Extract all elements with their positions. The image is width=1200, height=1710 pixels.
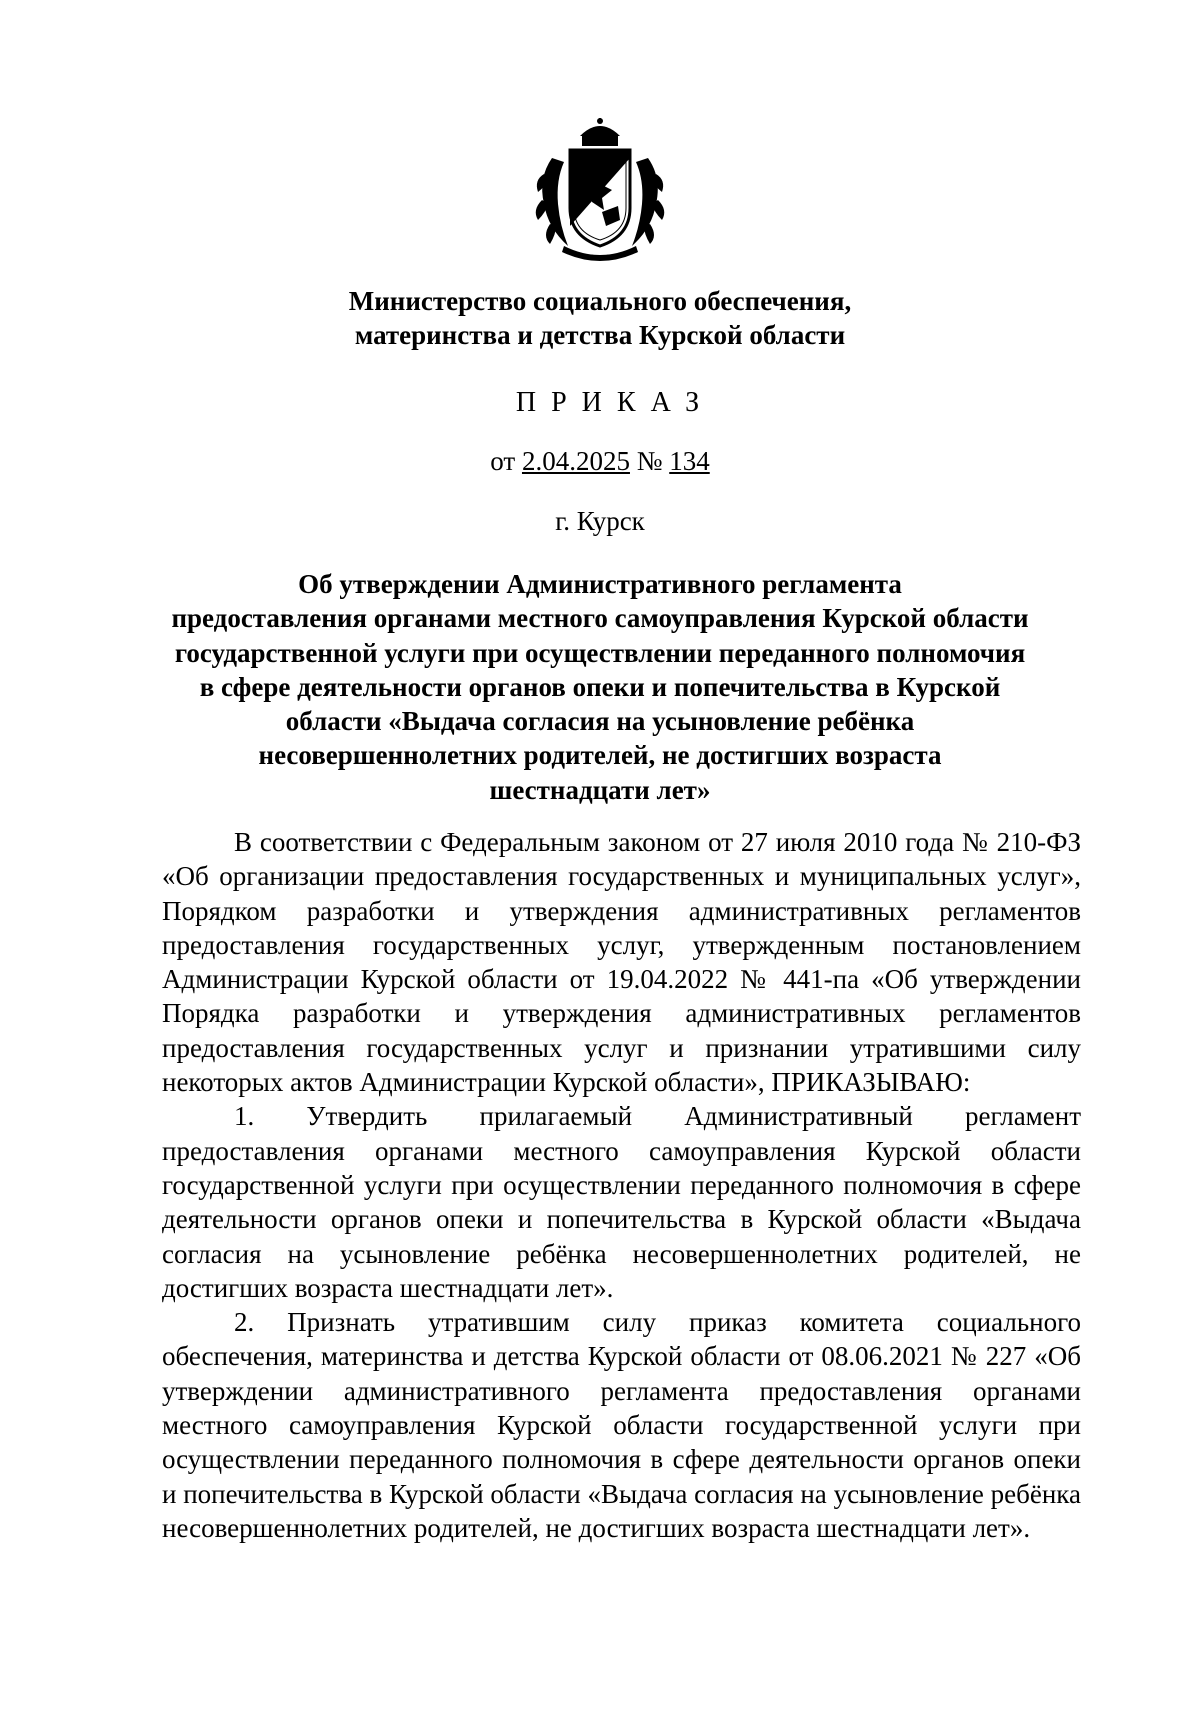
- order-date: 2.04.2025: [521, 446, 630, 476]
- coat-of-arms-icon: [530, 118, 670, 268]
- subject-line: Об утверждении Административного регламента: [298, 569, 902, 599]
- ministry-name: [200, 284, 1000, 352]
- subject-line: несовершеннолетних родителей, не достигших возраста: [258, 740, 942, 771]
- order-title: ПРИКАЗ: [515, 387, 715, 418]
- order-item-2: 2. Признать утратившим силу приказ комитета социального обеспечения, материнства и детства Курской области от 08.06.2021 № 227 «Об утверждении административного регламента предоставления органами местного самоуправления Курской области государственной услуги при осуществлении переданного полномочия в сфере деятельности органов опеки и попечительства в Курской области «Выдача согласия на усыновление ребёнка несовершеннолетних родителей, не достигших возраста шестнадцати лет».: [162, 1307, 1081, 1543]
- order-number: 134: [669, 446, 710, 476]
- order-date-number: [200, 444, 1000, 478]
- ministry-name-line-1: Министерство социального обеспечения,: [348, 286, 852, 316]
- subject-line: предоставления органами местного самоуправления Курской области: [171, 603, 1029, 634]
- ministry-name-line-2: материнства и детства Курской области: [354, 320, 846, 350]
- order-date-prefix: от: [490, 446, 522, 476]
- subject-line: области «Выдача согласия на усыновление ребёнка: [285, 706, 915, 737]
- preamble-paragraph: В соответствии с Федеральным законом от 27 июля 2010 года № 210-ФЗ «Об организации предоставления государственных и муниципальных услуг», Порядком разработки и утверждения административных регламентов предоставления государственных услуг, утвержденным постановлением Администрации Курской области от 19.04.2022 № 441-па «Об утверждении Порядка разработки и утверждения административных регламентов предоставления государственных услуг и признании утратившими силу некоторых актов Администрации Курской области», ПРИКАЗЫВАЮ:: [162, 827, 1081, 1098]
- subject-line: в сфере деятельности органов опеки и попечительства в Курской: [199, 671, 1001, 702]
- order-body: [162, 825, 1081, 1545]
- order-subject: [150, 567, 1050, 807]
- subject-line: государственной услуги при осуществлении переданного полномочия: [174, 637, 1026, 668]
- order-item-1: 1. Утвердить прилагаемый Административный регламент предоставления органами местного самоуправления Курской области государственной услуги при осуществлении переданного полномочия в сфере деятельности органов опеки и попечительства в Курской области «Выдача согласия на усыновление ребёнка несовершеннолетних родителей, не достигших возраста шестнадцати лет».: [162, 1101, 1081, 1303]
- subject-line: шестнадцати лет»: [489, 774, 711, 805]
- city: г. Курск: [555, 506, 645, 536]
- order-number-sign: №: [629, 446, 670, 476]
